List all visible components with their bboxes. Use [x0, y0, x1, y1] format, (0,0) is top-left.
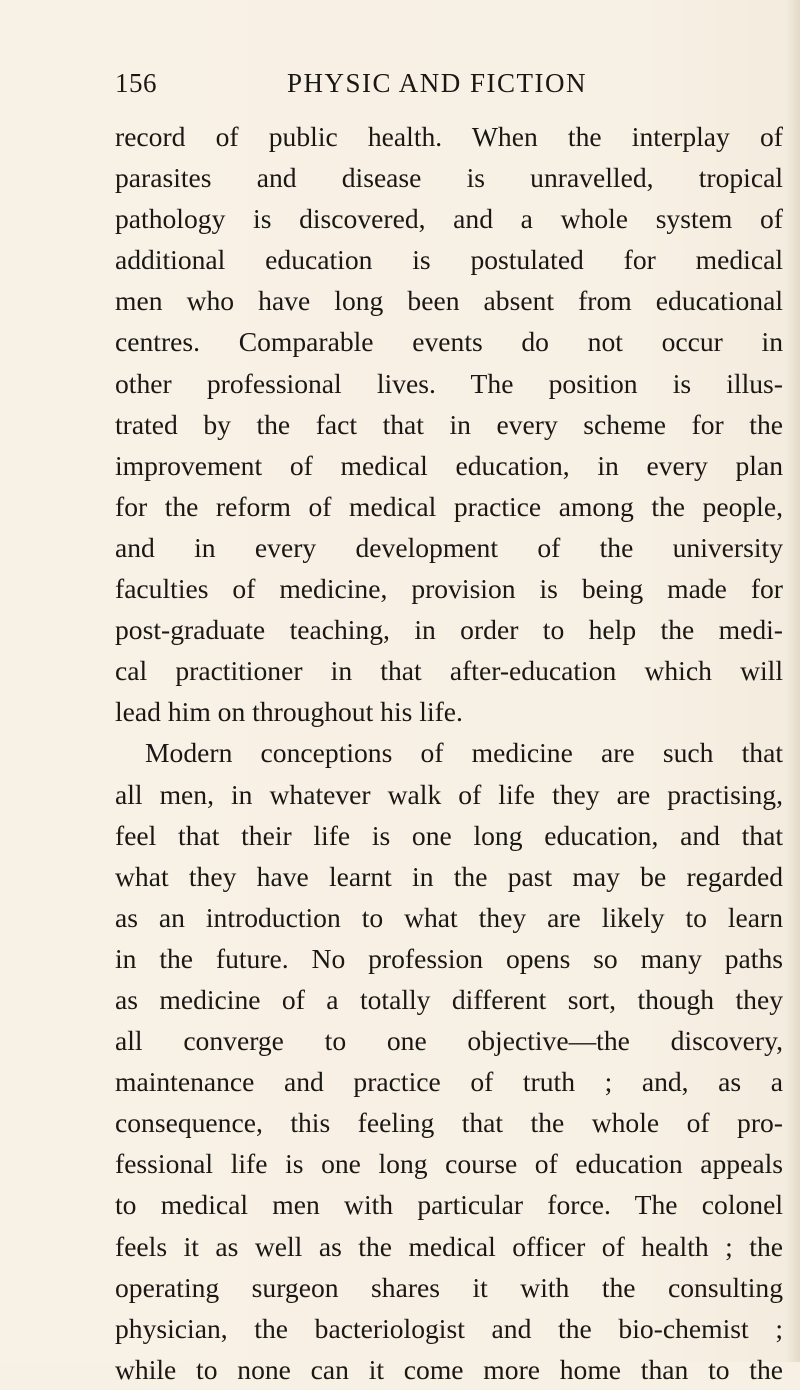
text-line: post-graduate teaching, in order to help the medi- — [115, 614, 783, 646]
text-line: physician, the bacteriologist and the bio-chemist ; — [115, 1312, 783, 1344]
text-line: feel that their life is one long education, and that — [115, 819, 783, 851]
text-line: feels it as well as the medical officer of health ; the — [115, 1230, 783, 1262]
paragraph-start-line: Modern conceptions of medicine are such that — [145, 737, 783, 769]
paragraph-end-line: lead him on throughout his life. — [115, 696, 463, 728]
text-line: additional education is postulated for medical — [115, 244, 783, 276]
text-line: as an introduction to what they are likely to learn — [115, 901, 783, 933]
text-line: fessional life is one long course of education appeals — [115, 1148, 783, 1180]
text-line: centres. Comparable events do not occur in — [115, 326, 783, 358]
text-line: faculties of medicine, provision is being made for — [115, 573, 783, 605]
text-line: as medicine of a totally different sort, though they — [115, 983, 783, 1015]
text-line: what they have learnt in the past may be regarded — [115, 860, 783, 892]
text-line: all converge to one objective—the discovery, — [115, 1025, 783, 1057]
running-head-title: PHYSIC AND FICTION — [287, 68, 588, 98]
text-line: for the reform of medical practice among the people, — [115, 490, 783, 522]
text-line: men who have long been absent from educational — [115, 285, 783, 317]
page-number: 156 — [115, 68, 157, 98]
page-edge-shadow — [786, 0, 800, 1362]
text-line: trated by the fact that in every scheme for the — [115, 408, 783, 440]
text-line: and in every development of the university — [115, 531, 783, 563]
text-line: maintenance and practice of truth ; and, as a — [115, 1066, 783, 1098]
text-line: consequence, this feeling that the whole of pro- — [115, 1107, 783, 1139]
text-line: parasites and disease is unravelled, tropical — [115, 162, 783, 194]
text-line: pathology is discovered, and a whole system of — [115, 203, 783, 235]
body-text — [115, 116, 783, 1390]
text-line: in the future. No profession opens so many paths — [115, 942, 783, 974]
running-head — [115, 68, 783, 108]
text-line: other professional lives. The position is illus- — [115, 367, 783, 399]
text-line: to medical men with particular force. The colonel — [115, 1189, 783, 1221]
text-line: while to none can it come more home than to the — [115, 1353, 783, 1385]
text-line: cal practitioner in that after-education which will — [115, 655, 783, 687]
text-line: operating surgeon shares it with the consulting — [115, 1271, 783, 1303]
text-line: record of public health. When the interplay of — [115, 121, 783, 152]
text-line: improvement of medical education, in every plan — [115, 449, 783, 481]
text-line: all men, in whatever walk of life they are practising, — [115, 778, 783, 810]
